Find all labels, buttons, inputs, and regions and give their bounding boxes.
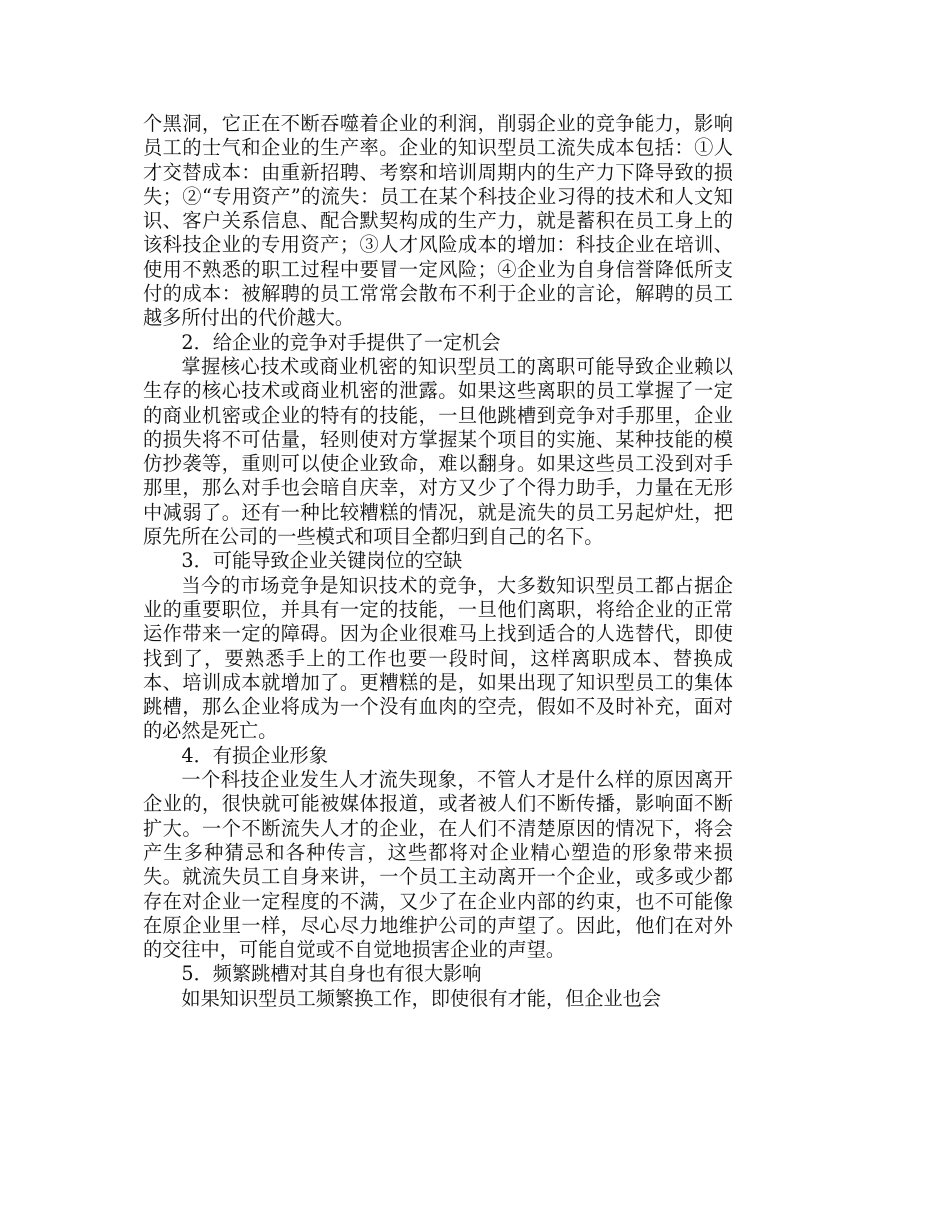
- body-paragraph: 个黑洞，它正在不断吞噬着企业的利润，削弱企业的竞争能力，影响员工的士气和企业的生产率。企业的知识型员工流失成本包括：①人才交替成本：由重新招聘、考察和培训周期内的生产力下降导致的损失；②“专用资产”的流失：员工在某个科技企业习得的技术和人文知识、客户关系信息、配合默契构成的生产力，就是蓄积在员工身上的该科技企业的专用资产；③人才风险成本的增加：科技企业在培训、使用不熟悉的职工过程中要冒一定风险；④企业为自身信誉降低所支付的成本：被解聘的员工常常会散布不利于企业的言论，解聘的员工越多所付出的代价越大。: [143, 112, 733, 330]
- section-title: 给企业的竞争对手提供了一定机会: [212, 330, 501, 354]
- document-page: [143, 112, 733, 1011]
- section-heading: [143, 549, 733, 573]
- section-heading: [143, 744, 733, 768]
- section-number: 3．: [181, 549, 213, 573]
- section-number: 2．: [181, 330, 213, 354]
- body-paragraph: 掌握核心技术或商业机密的知识型员工的离职可能导致企业赖以生存的核心技术或商业机密的泄露。如果这些离职的员工掌握了一定的商业机密或企业的特有的技能，一旦他跳槽到竞争对手那里，企业的损失将不可估量，轻则使对方掌握某个项目的实施、某种技能的模仿抄袭等，重则可以使企业致命，难以翻身。如果这些员工没到对手那里，那么对手也会暗自庆幸，对方又少了个得力助手，力量在无形中减弱了。还有一种比较糟糕的情况，就是流失的员工另起炉灶，把原先所在公司的一些模式和项目全都归到自己的名下。: [143, 354, 733, 549]
- section-title: 可能导致企业关键岗位的空缺: [212, 549, 463, 573]
- section-number: 5．: [181, 962, 213, 986]
- body-paragraph: 一个科技企业发生人才流失现象，不管人才是什么样的原因离开企业的，很快就可能被媒体报道，或者被人们不断传播，影响面不断扩大。一个不断流失人才的企业，在人们不清楚原因的情况下，将会产生多种猜忌和各种传言，这些都将对企业精心塑造的形象带来损失。就流失员工自身来讲，一个员工主动离开一个企业，或多或少都存在对企业一定程度的不满，又少了在企业内部的约束，也不可能像在原企业里一样，尽心尽力地维护公司的声望了。因此，他们在对外的交往中，可能自觉或不自觉地损害企业的声望。: [143, 768, 733, 962]
- body-paragraph: 当今的市场竞争是知识技术的竞争，大多数知识型员工都占据企业的重要职位，并具有一定的技能，一旦他们离职，将给企业的正常运作带来一定的障碍。因为企业很难马上找到适合的人选替代，即使找到了，要熟悉手上的工作也要一段时间，这样离职成本、替换成本、培训成本就增加了。更糟糕的是，如果出现了知识型员工的集体跳槽，那么企业将成为一个没有血肉的空壳，假如不及时补充，面对的必然是死亡。: [143, 573, 733, 743]
- section-heading: [143, 962, 733, 986]
- section-number: 4．: [181, 743, 213, 767]
- body-paragraph: 如果知识型员工频繁换工作，即使很有才能，但企业也会: [181, 986, 662, 1010]
- section-title: 频繁跳槽对其自身也有很大影响: [212, 962, 482, 986]
- section-heading: [143, 331, 733, 355]
- section-title: 有损企业形象: [212, 743, 328, 767]
